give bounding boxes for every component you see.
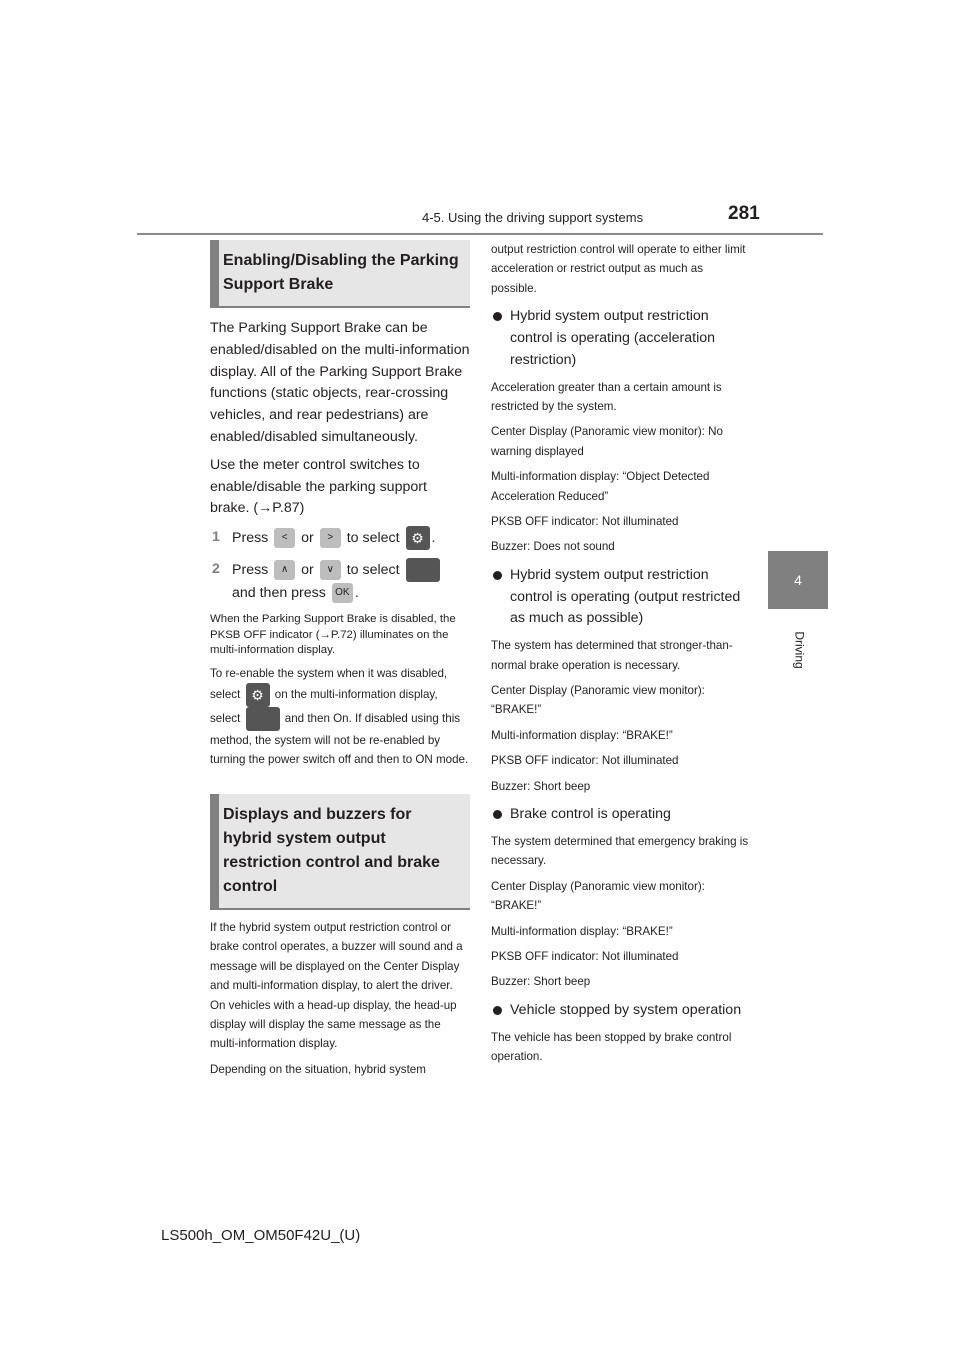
gear-icon: ⚙ <box>406 526 430 550</box>
left-column <box>210 240 470 1079</box>
buzzer: Buzzer: Short beep <box>491 975 591 989</box>
multi-info-display: Multi-information display: “BRAKE!” <box>491 924 673 938</box>
bullet-acceleration-restriction: Hybrid system output restriction control is operating (acceleration restriction) <box>491 306 749 371</box>
right-column <box>491 240 749 1066</box>
left-arrow-button-icon: < <box>274 528 295 548</box>
step-number: 2 <box>212 561 220 578</box>
desc: The system has determined that stronger-than-normal brake operation is necessary. <box>491 639 733 672</box>
chapter-label: Driving <box>793 631 807 669</box>
chapter-tab[interactable] <box>768 551 828 609</box>
bullet-output-restricted: Hybrid system output restriction control is operating (output restricted as much as possible) <box>491 565 749 630</box>
pksb-indicator: PKSB OFF indicator: Not illuminated <box>491 754 679 768</box>
heading-enable-disable: Enabling/Disabling the Parking Support Brake <box>210 240 470 308</box>
multi-info-display: Multi-information display: “BRAKE!” <box>491 728 673 742</box>
note-disabled: When the Parking Support Brake is disabled, the PKSB OFF indicator (→P.72) illuminates on the multi-information display. <box>210 613 456 657</box>
document-code: LS500h_OM_OM50F42U_(U) <box>161 1227 361 1244</box>
paragraph-switches: Use the meter control switches to enable/disable the parking support brake. (→P.87) <box>210 456 427 517</box>
note-reenable: To re-enable the system when it was disabled, select ⚙ on the multi-information display, select and then On. If disabled using this method, the system will not be re-enabled by turning the power switch off and then to ON mode. <box>210 666 469 767</box>
right-arrow-button-icon: > <box>320 528 341 548</box>
center-display: Center Display (Panoramic view monitor): “BRAKE!” <box>491 879 705 913</box>
bullet-icon <box>493 1006 502 1015</box>
buzzer: Buzzer: Does not sound <box>491 540 615 554</box>
paragraph-depending: Depending on the situation, hybrid system <box>210 1062 426 1076</box>
chapter-number: 4 <box>794 572 802 588</box>
down-arrow-button-icon: ∨ <box>320 560 341 580</box>
parking-support-brake-icon <box>246 707 280 731</box>
paragraph-alert: If the hybrid system output restriction control or brake control operates, a buzzer will sound and a message will be displayed on the Center Display and multi-information display, to alert the driver. On vehicles with a head-up display, the head-up display will display the same message as the multi-information display. <box>210 920 463 1051</box>
ok-button-icon: OK <box>332 583 353 603</box>
up-arrow-button-icon: ∧ <box>274 560 295 580</box>
center-display: Center Display (Panoramic view monitor): No warning displayed <box>491 425 723 458</box>
bullet-icon <box>493 312 502 321</box>
center-display: Center Display (Panoramic view monitor): “BRAKE!” <box>491 684 705 717</box>
buzzer: Buzzer: Short beep <box>491 779 591 793</box>
pksb-indicator: PKSB OFF indicator: Not illuminated <box>491 515 679 529</box>
gear-icon: ⚙ <box>246 683 270 707</box>
desc: The vehicle has been stopped by brake control operation. <box>491 1030 732 1063</box>
multi-info-display: Multi-information display: “Object Detected Acceleration Reduced” <box>491 470 710 503</box>
desc: The system determined that emergency braking is necessary. <box>491 834 749 868</box>
paragraph-continued: output restriction control will operate to either limit acceleration or restrict output as much as possible. <box>491 243 746 295</box>
step-2: 2 Press ∧ or ∨ to select and then press OK . <box>210 558 470 604</box>
bullet-icon <box>493 810 502 819</box>
section-title: 4-5. Using the driving support systems <box>422 210 644 225</box>
desc: Acceleration greater than a certain amount is restricted by the system. <box>491 380 722 414</box>
page-number: 281 <box>728 203 760 224</box>
parking-support-brake-icon <box>406 558 440 582</box>
bullet-brake-control: Brake control is operating <box>491 804 749 826</box>
header-divider <box>137 233 823 235</box>
heading-displays-buzzers: Displays and buzzers for hybrid system output restriction control and brake control <box>210 794 470 910</box>
pksb-indicator: PKSB OFF indicator: Not illuminated <box>491 949 679 963</box>
step-number: 1 <box>212 529 220 546</box>
paragraph-intro: The Parking Support Brake can be enabled/disabled on the multi-information display. All of the Parking Support Brake functions (static objects, rear-crossing vehicles, and rear pedestrians) are enabled/disabled simultaneously. <box>210 320 470 445</box>
bullet-icon <box>493 571 502 580</box>
bullet-vehicle-stopped: Vehicle stopped by system operation <box>491 1000 749 1022</box>
step-1: 1 Press < or > to select ⚙ . <box>210 526 470 550</box>
